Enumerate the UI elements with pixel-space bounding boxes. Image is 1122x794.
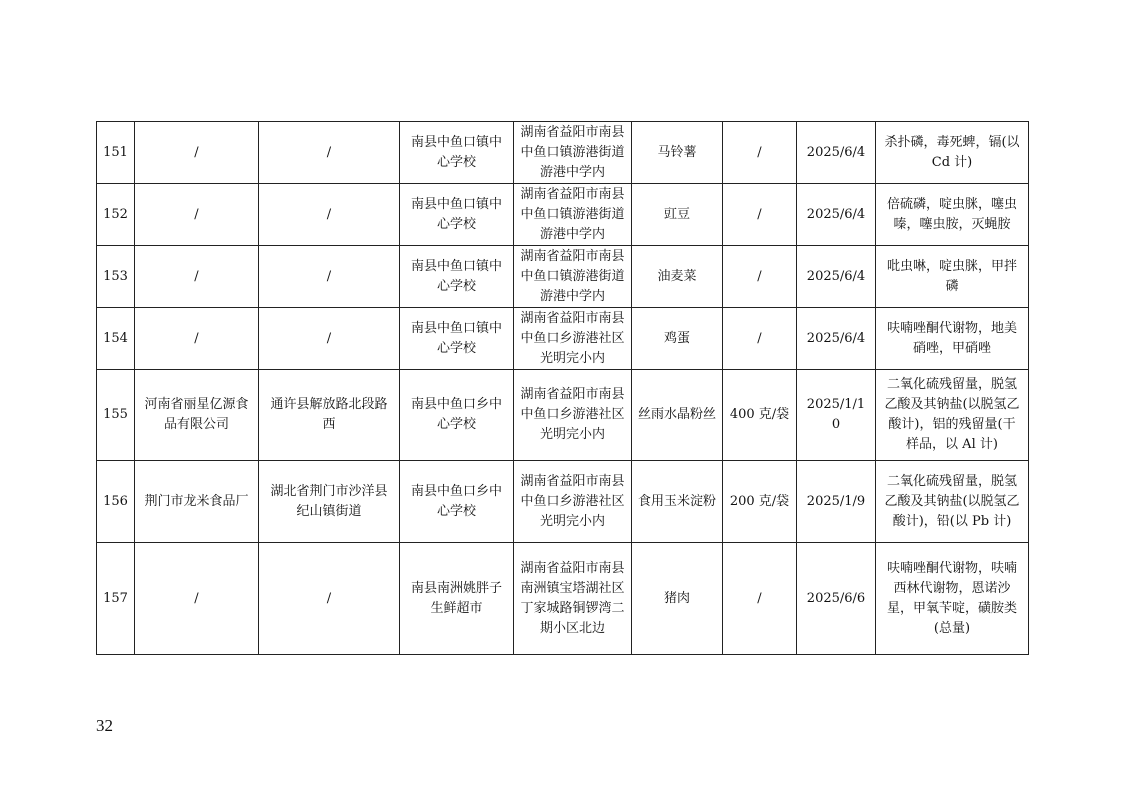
producer-cell: / — [135, 543, 259, 655]
sampled-unit-cell: 南县中鱼口乡中心学校 — [400, 461, 514, 543]
row-number-cell: 157 — [97, 543, 135, 655]
producer-cell: 河南省丽星亿源食品有限公司 — [135, 370, 259, 461]
row-number-cell: 156 — [97, 461, 135, 543]
specification-cell: 200 克/袋 — [723, 461, 797, 543]
test-items-cell: 二氧化硫残留量，脱氢乙酸及其钠盐(以脱氢乙酸计)，铝的残留量(干样品，以 Al 计) — [876, 370, 1029, 461]
production-date-cell: 2025/1/9 — [797, 461, 876, 543]
product-name-cell: 猪肉 — [632, 543, 723, 655]
page-number: 32 — [96, 716, 113, 735]
sampling-table — [96, 121, 1029, 655]
table-row — [97, 246, 1029, 308]
production-date-cell: 2025/6/4 — [797, 246, 876, 308]
producer-cell: / — [135, 308, 259, 370]
producer-address-cell: / — [259, 543, 400, 655]
producer-cell: / — [135, 184, 259, 246]
product-name-cell: 食用玉米淀粉 — [632, 461, 723, 543]
row-number-cell: 152 — [97, 184, 135, 246]
table-body — [97, 122, 1029, 655]
sampled-unit-cell: 南县中鱼口镇中心学校 — [400, 308, 514, 370]
producer-cell: / — [135, 246, 259, 308]
product-name-cell: 油麦菜 — [632, 246, 723, 308]
producer-address-cell: / — [259, 246, 400, 308]
product-name-cell: 豇豆 — [632, 184, 723, 246]
production-date-cell: 2025/1/10 — [797, 370, 876, 461]
specification-cell: / — [723, 543, 797, 655]
row-number-cell: 154 — [97, 308, 135, 370]
producer-address-cell: / — [259, 122, 400, 184]
sampled-address-cell: 湖南省益阳市南县中鱼口乡游港社区光明完小内 — [514, 370, 632, 461]
table-row — [97, 543, 1029, 655]
test-items-cell: 吡虫啉，啶虫脒，甲拌磷 — [876, 246, 1029, 308]
table-row — [97, 184, 1029, 246]
specification-cell: / — [723, 184, 797, 246]
sampled-unit-cell: 南县中鱼口镇中心学校 — [400, 246, 514, 308]
test-items-cell: 二氧化硫残留量，脱氢乙酸及其钠盐(以脱氢乙酸计)，铅(以 Pb 计) — [876, 461, 1029, 543]
test-items-cell: 呋喃唑酮代谢物，地美硝唑，甲硝唑 — [876, 308, 1029, 370]
production-date-cell: 2025/6/4 — [797, 184, 876, 246]
row-number-cell: 151 — [97, 122, 135, 184]
sampled-address-cell: 湖南省益阳市南县中鱼口镇游港街道游港中学内 — [514, 122, 632, 184]
sampled-address-cell: 湖南省益阳市南县中鱼口乡游港社区光明完小内 — [514, 461, 632, 543]
production-date-cell: 2025/6/6 — [797, 543, 876, 655]
table-row — [97, 308, 1029, 370]
producer-address-cell: / — [259, 184, 400, 246]
test-items-cell: 倍硫磷，啶虫脒，噻虫嗪，噻虫胺，灭蝇胺 — [876, 184, 1029, 246]
row-number-cell: 155 — [97, 370, 135, 461]
test-items-cell: 杀扑磷，毒死蜱，镉(以 Cd 计) — [876, 122, 1029, 184]
sampled-unit-cell: 南县中鱼口镇中心学校 — [400, 122, 514, 184]
producer-cell: 荆门市龙米食品厂 — [135, 461, 259, 543]
specification-cell: 400 克/袋 — [723, 370, 797, 461]
sampled-unit-cell: 南县中鱼口乡中心学校 — [400, 370, 514, 461]
row-number-cell: 153 — [97, 246, 135, 308]
product-name-cell: 马铃薯 — [632, 122, 723, 184]
production-date-cell: 2025/6/4 — [797, 308, 876, 370]
production-date-cell: 2025/6/4 — [797, 122, 876, 184]
table-row — [97, 122, 1029, 184]
sampled-address-cell: 湖南省益阳市南县中鱼口乡游港社区光明完小内 — [514, 308, 632, 370]
table-row — [97, 461, 1029, 543]
specification-cell: / — [723, 246, 797, 308]
table-row — [97, 370, 1029, 461]
producer-address-cell: 通许县解放路北段路西 — [259, 370, 400, 461]
product-name-cell: 鸡蛋 — [632, 308, 723, 370]
product-name-cell: 丝雨水晶粉丝 — [632, 370, 723, 461]
sampled-address-cell: 湖南省益阳市南县中鱼口镇游港街道游港中学内 — [514, 246, 632, 308]
sampled-unit-cell: 南县中鱼口镇中心学校 — [400, 184, 514, 246]
sampled-address-cell: 湖南省益阳市南县中鱼口镇游港街道游港中学内 — [514, 184, 632, 246]
sampled-address-cell: 湖南省益阳市南县南洲镇宝塔湖社区丁家城路铜锣湾二期小区北边 — [514, 543, 632, 655]
specification-cell: / — [723, 122, 797, 184]
producer-address-cell: / — [259, 308, 400, 370]
producer-cell: / — [135, 122, 259, 184]
sampled-unit-cell: 南县南洲姚胖子生鲜超市 — [400, 543, 514, 655]
test-items-cell: 呋喃唑酮代谢物，呋喃西林代谢物，恩诺沙星，甲氧苄啶，磺胺类(总量) — [876, 543, 1029, 655]
specification-cell: / — [723, 308, 797, 370]
producer-address-cell: 湖北省荆门市沙洋县纪山镇街道 — [259, 461, 400, 543]
